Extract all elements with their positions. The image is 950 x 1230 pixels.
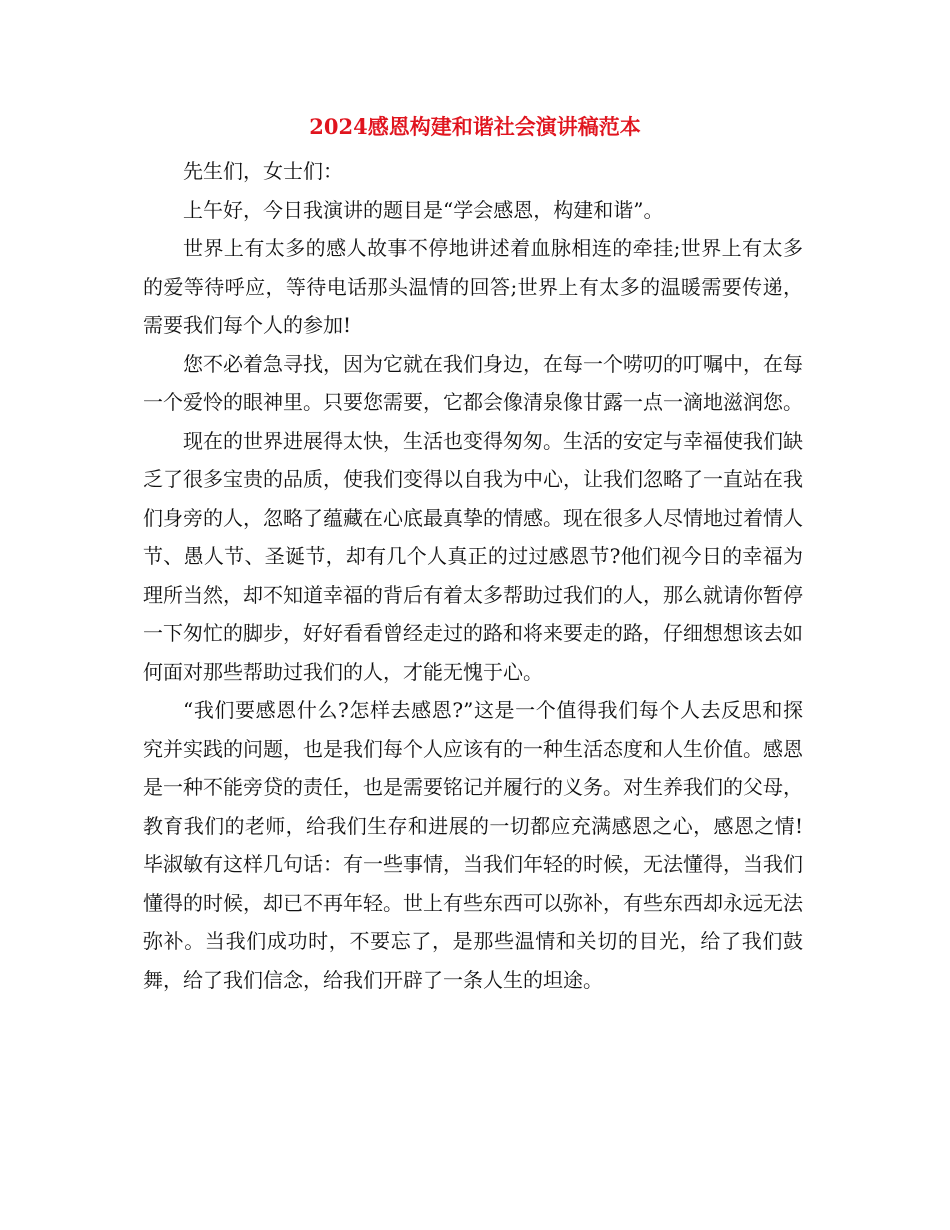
paragraph: 现在的世界进展得太快，生活也变得匆匆。生活的安定与幸福使我们缺乏了很多宝贵的品质，使我们变得以自我为中心，让我们忽略了一直站在我们身旁的人，忽略了蕴藏在心底最真挚的情感。现在很多人尽情地过着情人节、愚人节、圣诞节，却有几个人真正的过过感恩节?他们视今日的幸福为理所当然，却不知道幸福的背后有着太多帮助过我们的人，那么就请你暂停一下匆忙的脚步，好好看看曾经走过的路和将来要走的路，仔细想想该去如何面对那些帮助过我们的人，才能无愧于心。 bbox=[143, 428, 803, 684]
document-title: 2024感恩构建和谐社会演讲稿范本 bbox=[309, 114, 641, 139]
paragraph-salutation: 先生们，女士们： bbox=[183, 159, 343, 183]
paragraph: 您不必着急寻找，因为它就在我们身边，在每一个唠叨的叮嘱中，在每一个爱怜的眼神里。只要您需要，它都会像清泉像甘露一点一滴地滋润您。 bbox=[143, 351, 803, 414]
paragraph: “我们要感恩什么?怎样去感恩?”这是一个值得我们每个人去反思和探究并实践的问题，也是我们每个人应该有的一种生活态度和人生价值。感恩是一种不能旁贷的责任，也是需要铭记并履行的义务。对生养我们的父母，教育我们的老师，给我们生存和进展的一切都应充满感恩之心，感恩之情!毕淑敏有这样几句话：有一些事情，当我们年轻的时候，无法懂得，当我们懂得的时候，却已不再年轻。世上有些东西可以弥补，有些东西却永远无法弥补。当我们成功时，不要忘了，是那些温情和关切的目光，给了我们鼓舞，给了我们信念，给我们开辟了一条人生的坦途。 bbox=[143, 698, 803, 992]
paragraph-greeting: 上午好，今日我演讲的题目是“学会感恩，构建和谐”。 bbox=[183, 197, 664, 222]
paragraph: 世界上有太多的感人故事不停地讲述着血脉相连的牵挂;世界上有太多的爱等待呼应，等待电话那头温情的回答;世界上有太多的温暖需要传递，需要我们每个人的参加! bbox=[143, 236, 803, 337]
document-body bbox=[143, 152, 803, 999]
